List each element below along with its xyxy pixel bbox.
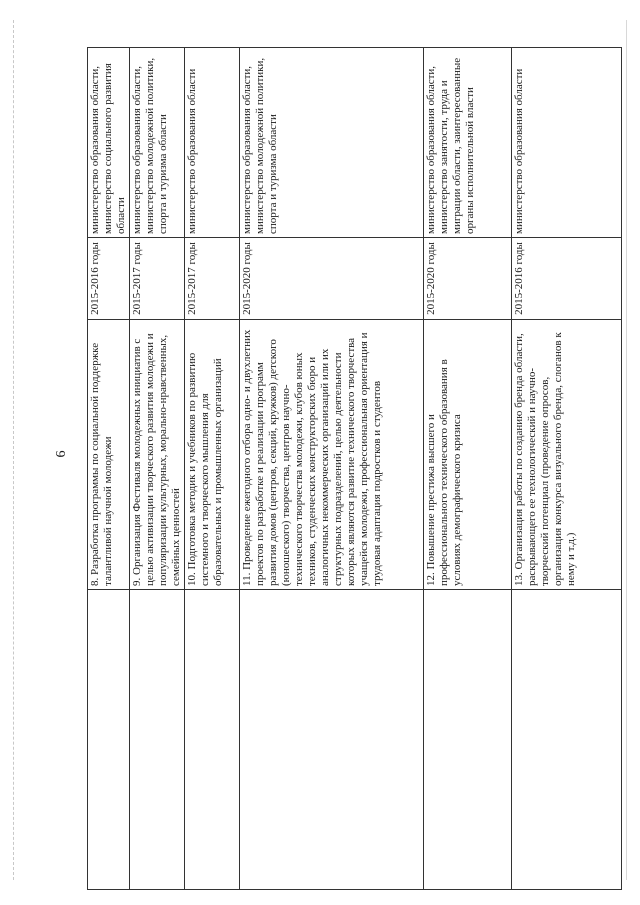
table-row — [240, 48, 424, 890]
empty-cell — [130, 590, 185, 890]
table-row — [424, 48, 512, 890]
rotated-table-container — [87, 48, 617, 890]
activity-cell: 13. Организация работы по созданию бренда области, раскрывающего ее технологический и научно-творческий потенциал (проведение опросов, организация конкурса визуального бренда, слоганов к нему и т.д.) — [512, 320, 622, 590]
term-cell: 2015-2020 годы — [240, 238, 424, 320]
empty-cell — [512, 590, 622, 890]
empty-cell — [88, 590, 130, 890]
empty-cell — [185, 590, 240, 890]
table-row — [185, 48, 240, 890]
responsible-cell: министерство образования области, министерство молодежной политики, спорта и туризма области — [130, 48, 185, 238]
scan-edge-right — [626, 20, 627, 880]
term-cell: 2015-2016 годы — [88, 238, 130, 320]
table-row — [88, 48, 130, 890]
responsible-cell: министерство образования области, министерство социального развития области — [88, 48, 130, 238]
term-cell: 2015-2016 годы — [512, 238, 622, 320]
responsible-cell: министерство образования области, министерство молодежной политики, спорта и туризма области — [240, 48, 424, 238]
page-number: 6 — [54, 450, 69, 458]
table-row — [130, 48, 185, 890]
term-cell: 2015-2020 годы — [424, 238, 512, 320]
activity-cell: 11. Проведение ежегодного отбора одно- и двухлетних проектов по разработке и реализации программ развития домов (центров, секций, кружков) детского (юношеского) творчества, центров научно-технического творчества молодежи, клубов юных техников, студенческих конструкторских бюро и аналогичных некоммерческих организаций или их структурных подразделений, целью деятельности которых являются развитие технического творчества учащейся молодежи, профессиональная ориентация и трудовая адаптация подростков и студентов — [240, 320, 424, 590]
responsible-cell: министерство образования области — [185, 48, 240, 238]
activity-cell: 9. Организация Фестиваля молодежных инициатив с целью активизации творческого развития молодежи и популяризации культурных, морально-нравственных, семейных ценностей — [130, 320, 185, 590]
empty-cell — [240, 590, 424, 890]
measures-table — [87, 47, 622, 890]
activity-cell: 12. Повышение престижа высшего и профессионального технического образования в условиях демографического кризиса — [424, 320, 512, 590]
activity-cell: 8. Разработка программы по социальной поддержке талантливой научной молодежи — [88, 320, 130, 590]
scan-edge-left — [13, 20, 14, 880]
responsible-cell: министерство образования области — [512, 48, 622, 238]
table-row — [512, 48, 622, 890]
responsible-cell: министерство образования области, министерство занятости, труда и миграции области, заинтересованные органы исполнительной власти — [424, 48, 512, 238]
term-cell: 2015-2017 годы — [130, 238, 185, 320]
activity-cell: 10. Подготовка методик и учебников по развитию системного и творческого мышления для образовательных и промышленных организаций — [185, 320, 240, 590]
term-cell: 2015-2017 годы — [185, 238, 240, 320]
empty-cell — [424, 590, 512, 890]
